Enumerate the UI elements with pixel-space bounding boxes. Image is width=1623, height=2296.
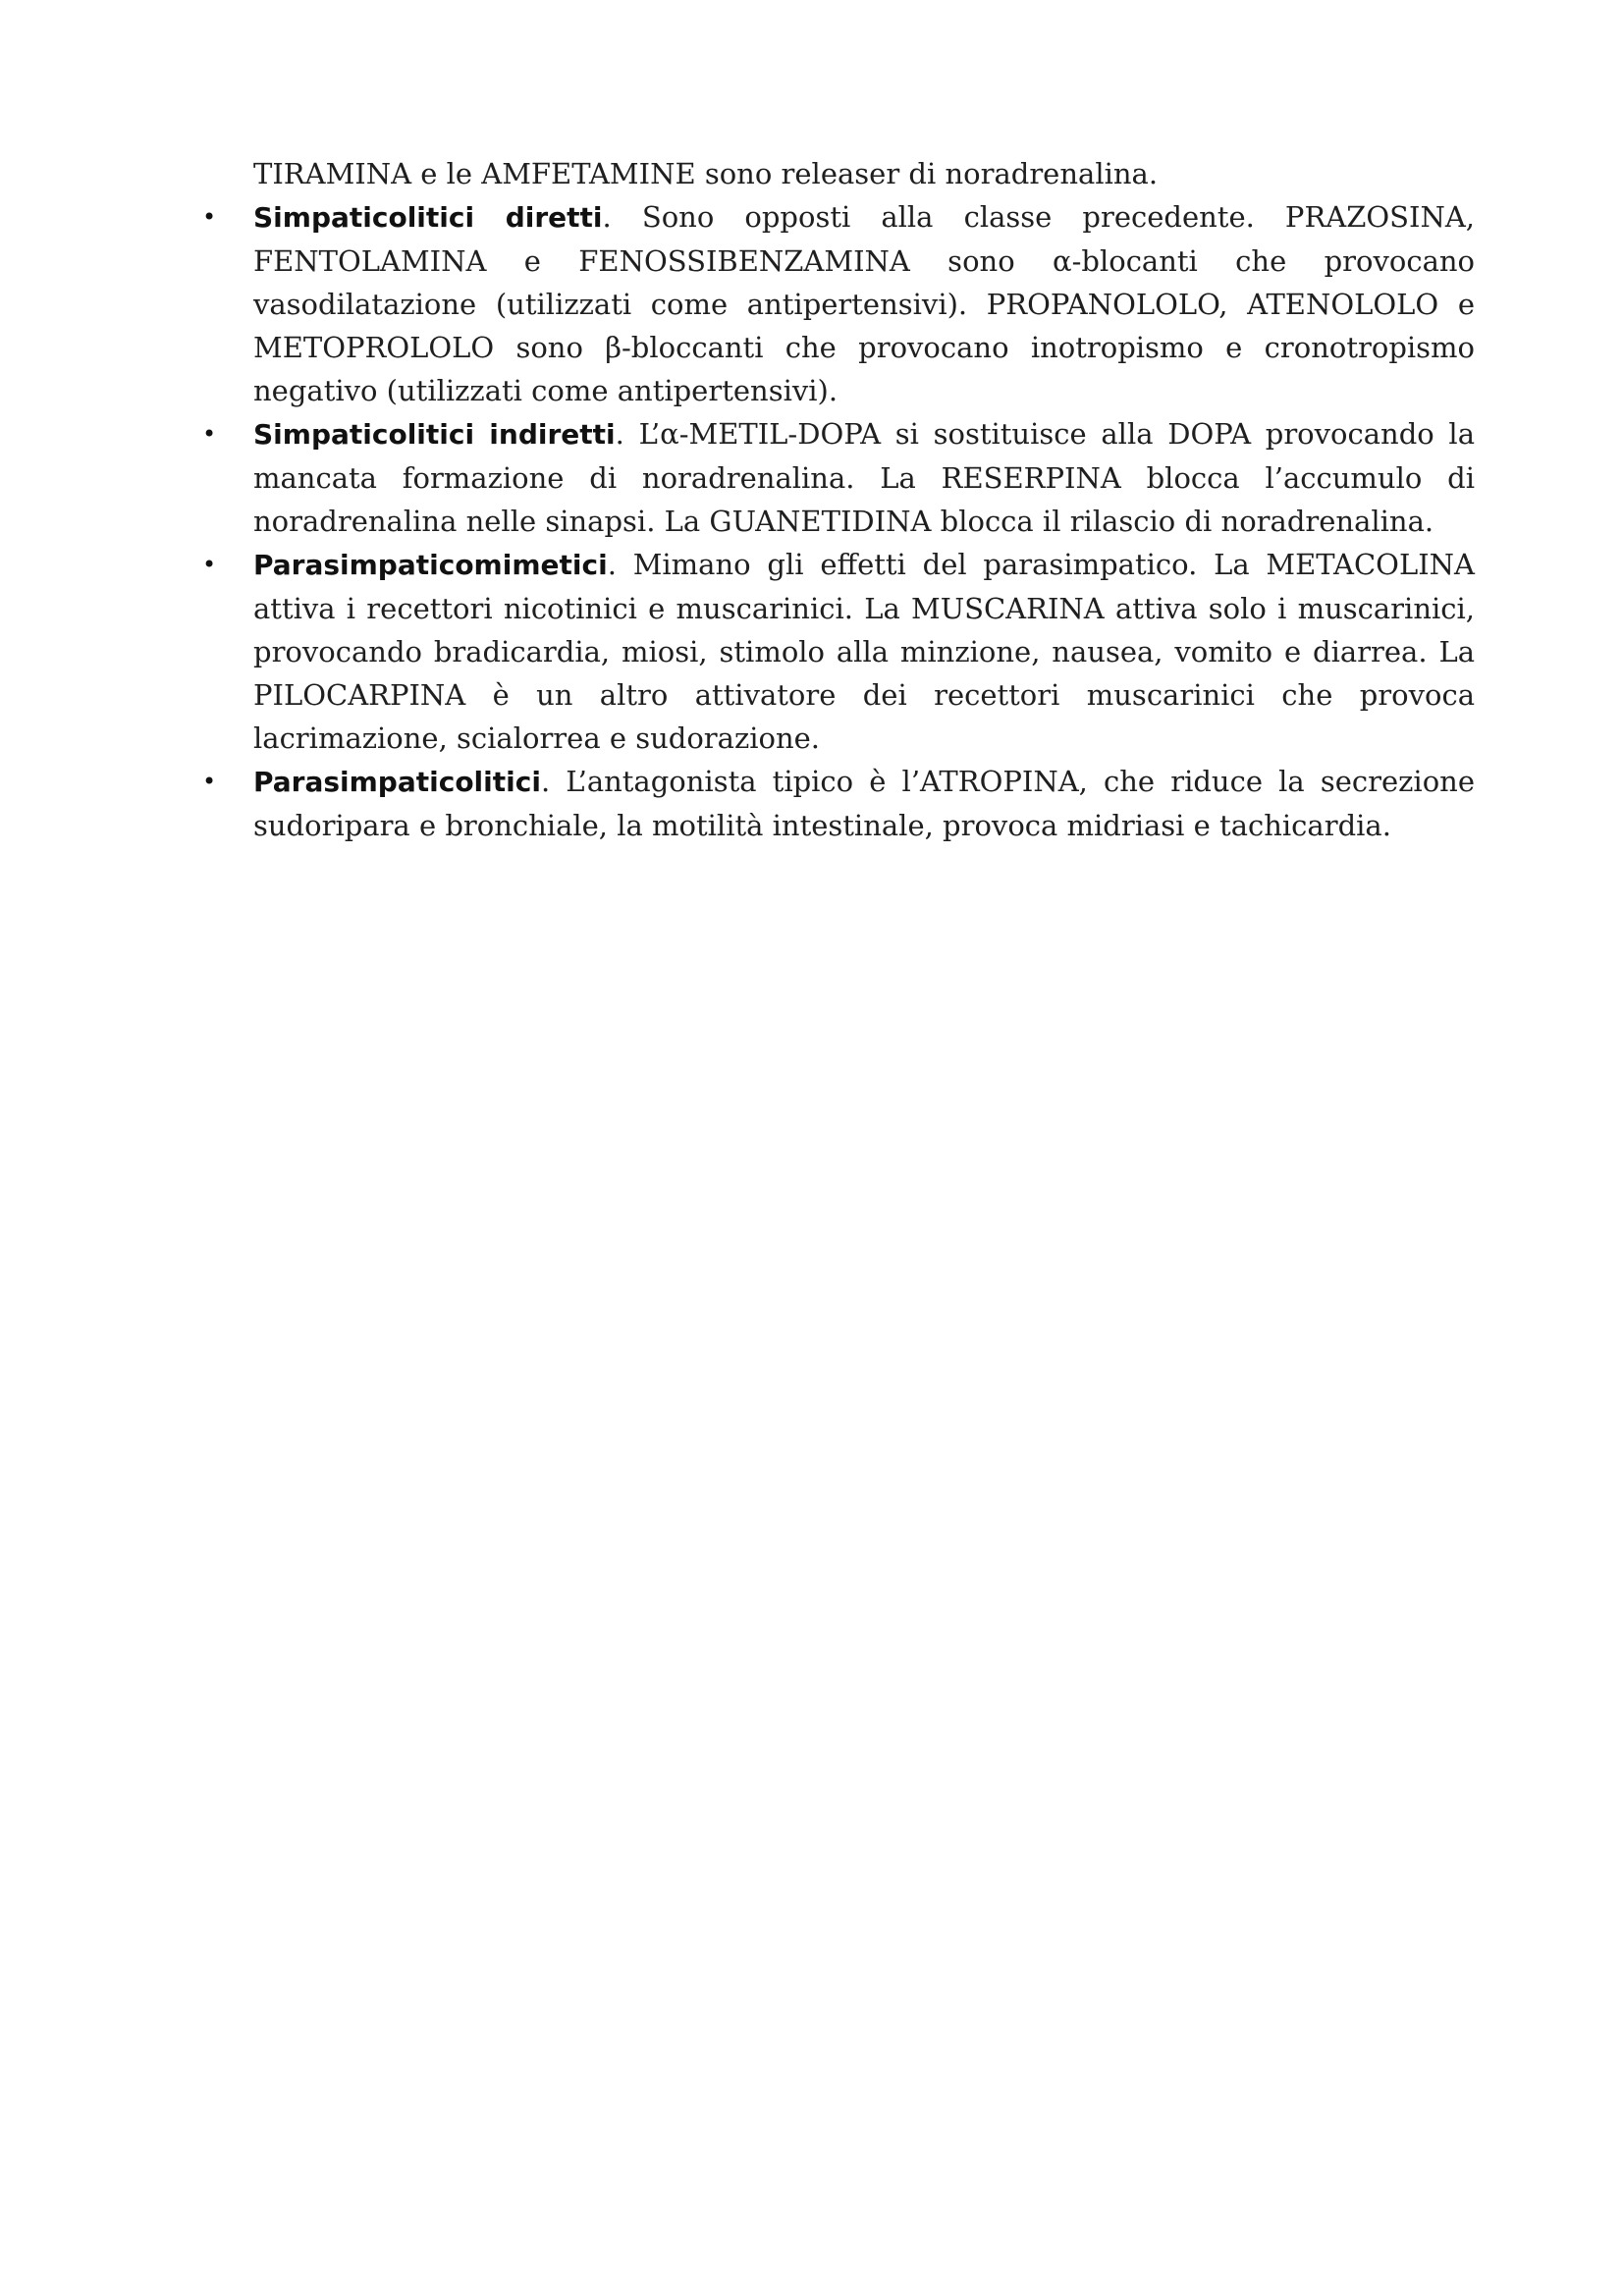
list-item (202, 760, 1475, 847)
bullet-list (202, 195, 1476, 847)
item-term: Parasimpaticolitici (253, 766, 541, 798)
list-item (202, 543, 1475, 760)
bullet-icon: • (202, 203, 217, 231)
bullet-icon: • (202, 420, 217, 448)
list-item (202, 195, 1476, 412)
item-term: Parasimpaticomimetici (253, 549, 608, 581)
item-text: . Mimano gli effetti del parasimpatico. La METACOLINA attiva i recettori nicotinici e muscarinici. La MUSCARINA attiva solo i muscarinici, provocando bradicardia, miosi, stimolo alla minzione, nausea, vomito e diarrea. La PILOCARPINA è un altro attivatore dei recettori muscarinici che provoca lacrimazione, scialorrea e sudorazione. (253, 548, 1475, 755)
page-content (202, 152, 1476, 847)
list-item (202, 412, 1475, 543)
bullet-icon: • (202, 551, 217, 578)
item-text: . L’antagonista tipico è l’ATROPINA, che riduce la secrezione sudoripara e bronchiale, la motilità intestinale, provoca midriasi e tachicardia. (253, 765, 1475, 842)
continuation-paragraph: TIRAMINA e le AMFETAMINE sono releaser di noradrenalina. (253, 157, 1159, 190)
item-text: . Sono opposti alla classe precedente. PRAZOSINA, FENTOLAMINA e FENOSSIBENZAMINA sono α-blocanti che provocano vasodilatazione (utilizzati come antipertensivi). PROPANOLOLO, ATENOLOLO e METOPROLOLO sono β-bloccanti che provocano inotropismo e cronotropismo negativo (utilizzati come antipertensivi). (253, 200, 1476, 407)
bullet-icon: • (202, 768, 217, 795)
item-term: Simpaticolitici indiretti (253, 418, 616, 451)
item-term: Simpaticolitici diretti (253, 201, 603, 234)
item-text: . L’α-METIL-DOPA si sostituisce alla DOPA provocando la mancata formazione di noradrenalina. La RESERPINA blocca l’accumulo di noradrenalina nelle sinapsi. La GUANETIDINA blocca il rilascio di noradrenalina. (253, 417, 1475, 538)
